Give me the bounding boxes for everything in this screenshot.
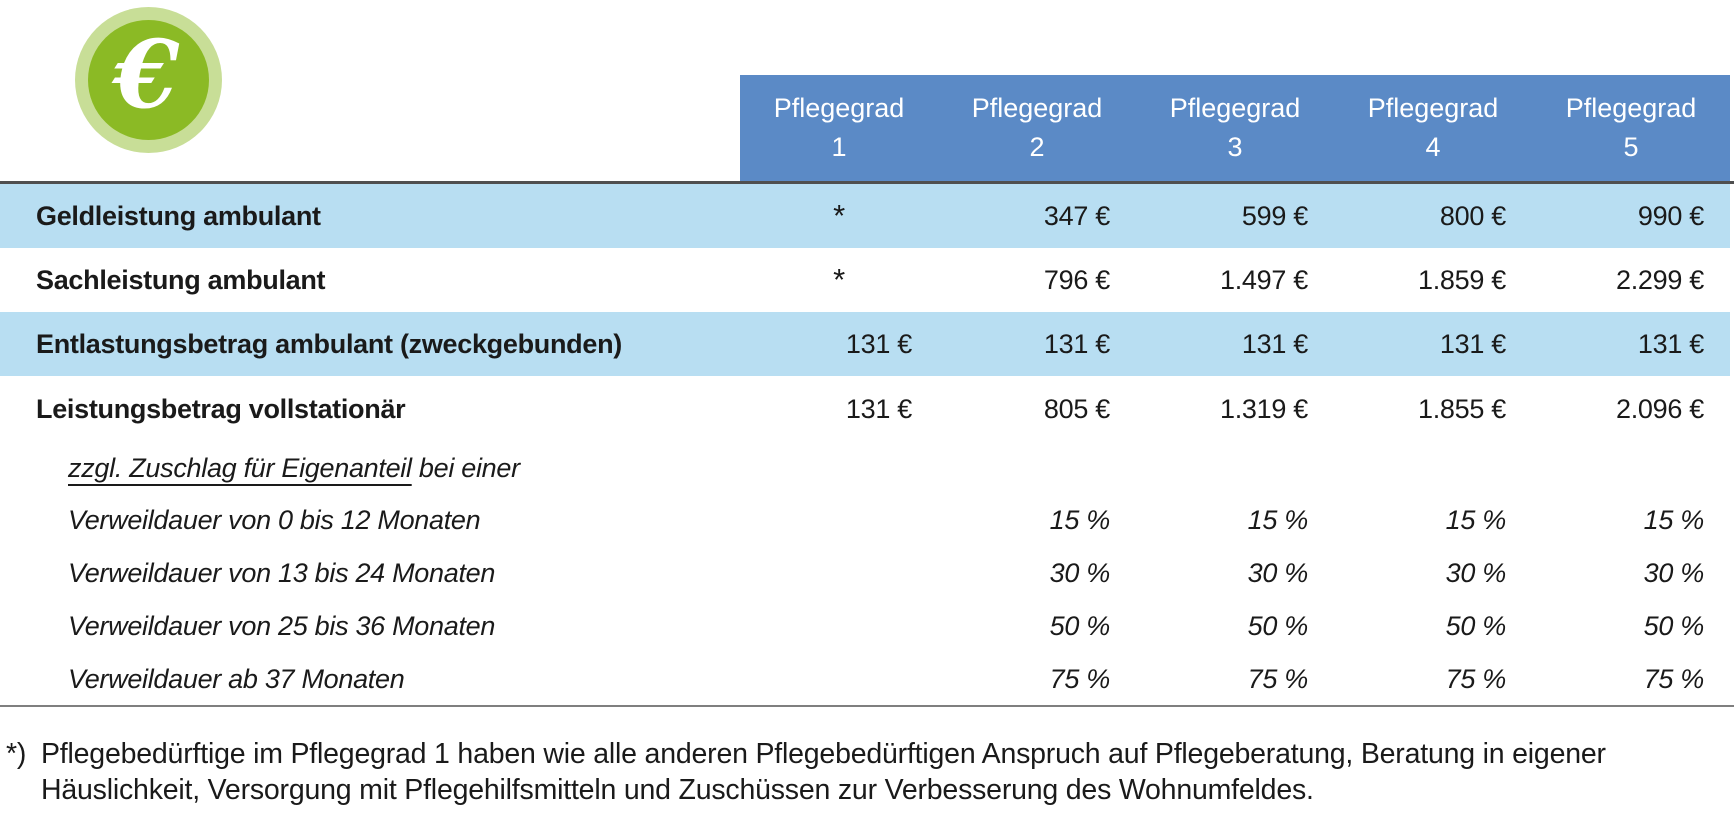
row-label: Entlastungsbetrag ambulant (zweckgebunden) [36, 328, 622, 359]
cell-pg4: 15 % [1445, 505, 1506, 535]
column-header-pflegegrad-4 [1334, 75, 1532, 181]
cell-pg2: 15 % [1049, 505, 1110, 535]
column-header-label: Pflegegrad [971, 93, 1103, 123]
column-header-label: Pflegegrad [1169, 93, 1301, 123]
table-row-sachleistung [0, 248, 1730, 312]
table-row-leistungsbetrag [0, 376, 1730, 442]
cell-pg4: 50 % [1445, 611, 1506, 641]
column-header-label: Pflegegrad [1565, 93, 1697, 123]
footnote-text: Pflegebedürftige im Pflegegrad 1 haben wie alle anderen Pflegebedürftigen Anspruch auf Pflegeberatung, Beratung in eigener Häuslichkeit, Versorgung mit Pflegehilfsmitteln und Zuschüssen zur Verbesserung des Wohnumfeldes. [41, 738, 1606, 806]
row-label: Leistungsbetrag vollstationär [36, 393, 406, 424]
cell-pg1: * [833, 198, 845, 233]
row-label-underlined-part: zzgl. Zuschlag für Eigenanteil [68, 452, 412, 483]
euro-symbol-glyph: € [113, 20, 180, 130]
cell-pg2: 131 € [1043, 328, 1110, 359]
cell-pg5: 30 % [1643, 558, 1704, 588]
cell-pg5: 15 % [1643, 505, 1704, 535]
row-label-rest: bei einer [411, 452, 520, 483]
cell-pg2: 805 € [1043, 393, 1110, 424]
cell-pg3: 50 % [1247, 611, 1308, 641]
footnote [6, 736, 1710, 808]
row-label: Verweildauer von 0 bis 12 Monaten [68, 505, 481, 535]
cell-pg4: 75 % [1445, 664, 1506, 694]
column-header-number: 5 [1623, 132, 1639, 162]
cell-pg4: 30 % [1445, 558, 1506, 588]
cell-pg2: 347 € [1043, 200, 1110, 231]
cell-pg1: 131 € [845, 328, 912, 359]
cell-pg2: 30 % [1049, 558, 1110, 588]
euro-coin-icon [75, 7, 222, 153]
row-label: Sachleistung ambulant [36, 264, 326, 295]
table-row-verweildauer-25-36 [0, 600, 1730, 653]
column-header-pflegegrad-5 [1532, 75, 1730, 181]
cell-pg3: 131 € [1241, 328, 1308, 359]
euro-coin-inner-circle [88, 20, 209, 140]
table-bottom-rule [0, 705, 1734, 707]
cell-pg2: 50 % [1049, 611, 1110, 641]
table-body [0, 181, 1734, 706]
cell-pg4: 800 € [1439, 200, 1506, 231]
row-label: Verweildauer von 25 bis 36 Monaten [68, 611, 496, 641]
cell-pg5: 131 € [1637, 328, 1704, 359]
row-label: Verweildauer von 13 bis 24 Monaten [68, 558, 496, 588]
column-header-label: Pflegegrad [1367, 93, 1499, 123]
cell-pg5: 2.096 € [1616, 393, 1704, 424]
cell-pg4: 1.855 € [1418, 393, 1506, 424]
cell-pg3: 599 € [1241, 200, 1308, 231]
cell-pg3: 1.319 € [1220, 393, 1308, 424]
table-row-geldleistung [0, 184, 1730, 248]
column-header-number: 3 [1227, 132, 1243, 162]
table-row-zuschlag-heading [0, 442, 1730, 494]
column-header-number: 4 [1425, 132, 1441, 162]
table-row-verweildauer-13-24 [0, 547, 1730, 600]
footnote-marker: *) [6, 738, 27, 770]
cell-pg5: 75 % [1643, 664, 1704, 694]
cell-pg1: * [833, 262, 845, 297]
cell-pg3: 30 % [1247, 558, 1308, 588]
row-label: Geldleistung ambulant [36, 200, 321, 231]
cell-pg2: 796 € [1043, 264, 1110, 295]
cell-pg5: 2.299 € [1616, 264, 1704, 295]
row-label: Verweildauer ab 37 Monaten [68, 664, 405, 694]
cell-pg4: 131 € [1439, 328, 1506, 359]
column-header-pflegegrad-1 [740, 75, 938, 181]
column-header-band [740, 75, 1730, 181]
cell-pg3: 75 % [1247, 664, 1308, 694]
row-label [0, 453, 740, 484]
column-header-number: 1 [831, 132, 847, 162]
cell-pg5: 990 € [1637, 200, 1704, 231]
cell-pg5: 50 % [1643, 611, 1704, 641]
column-header-pflegegrad-2 [938, 75, 1136, 181]
table-row-verweildauer-ab-37 [0, 653, 1730, 706]
cell-pg1: 131 € [845, 393, 912, 424]
table-row-entlastungsbetrag [0, 312, 1730, 376]
cell-pg2: 75 % [1049, 664, 1110, 694]
table-row-verweildauer-0-12 [0, 494, 1730, 547]
cell-pg3: 15 % [1247, 505, 1308, 535]
cell-pg4: 1.859 € [1418, 264, 1506, 295]
column-header-label: Pflegegrad [773, 93, 905, 123]
column-header-pflegegrad-3 [1136, 75, 1334, 181]
column-header-number: 2 [1029, 132, 1045, 162]
cell-pg3: 1.497 € [1220, 264, 1308, 295]
